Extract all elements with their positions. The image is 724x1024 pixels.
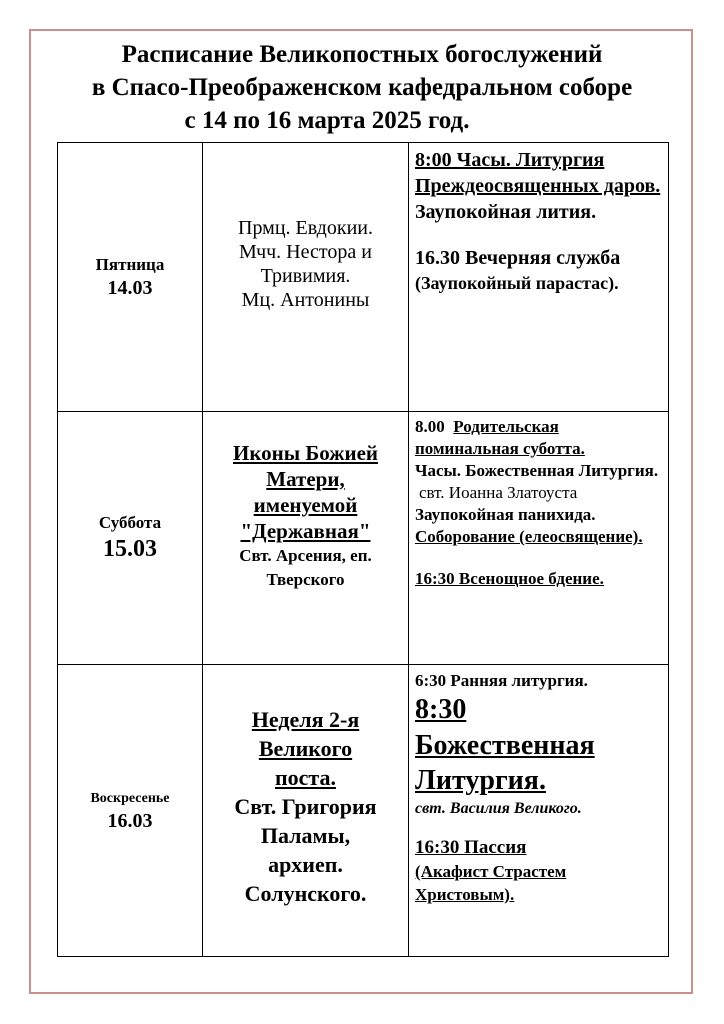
table-row [58,143,669,412]
service-liturgy-author: свт. Василия Великого. [415,800,582,817]
feast-line: "Державная" [240,519,371,543]
service-vespers: 16.30 Вечерняя служба [415,247,621,269]
service-passion: 16:30 Пассия [415,837,527,858]
schedule-table [57,142,669,957]
service-liturgy: Божественная Литургия. [415,730,595,796]
day-cell [58,412,203,665]
table-row [58,412,669,665]
feast-line: Неделя 2-я [251,707,360,732]
service-akathist: (Акафист Страстем Христовым). [415,862,567,904]
day-date: 14.03 [107,277,153,299]
services-cell [409,412,669,665]
page-title [30,38,694,137]
service-liturgy-author: свт. Иоанна Златоуста [419,483,578,502]
services-cell [409,143,669,412]
saint-line: Свт. Григория [234,794,377,819]
service-vigil: 16:30 Всенощное бдение. [415,569,604,588]
services-cell [409,665,669,957]
service-unction: Соборование (елеосвящение). [415,527,643,546]
service-title: Родительская поминальная суботта. [415,417,585,458]
saint-line: Мц. Антонины [241,289,370,311]
saint-line: Мчч. Нестора и [239,241,372,263]
saint-line: архиеп. [268,852,343,877]
saint-line: Прмц. Евдокии. [238,217,373,239]
day-name: Пятница [95,255,165,274]
service-parastas: (Заупокойный парастас). [415,273,619,293]
feast-line: поста. [274,765,336,790]
saints-cell [203,412,409,665]
saint-line: Паламы, [260,823,351,848]
table-row [58,665,669,957]
title-line-2: в Спасо-Преображенском кафедральном соборе [91,74,633,101]
day-name: Воскресенье [90,790,170,806]
day-date: 15.03 [103,536,157,562]
saint-line: Солунского. [244,881,367,906]
feast-line: Матери, [266,467,345,491]
service-liturgy: 8:00 Часы. Литургия Преждеосвященных даров. [415,149,661,197]
feast-line: Иконы Божией [232,441,378,465]
service-panikhida: Заупокойная панихида. [415,505,596,524]
service-memorial-saturday [415,416,664,460]
title-line-1: Расписание Великопостных богослужений [121,41,603,68]
feast-line: Великого [258,736,353,761]
day-date: 16.03 [107,809,153,832]
day-cell [58,143,203,412]
service-liturgy: Часы. Божественная Литургия. [415,461,659,480]
saints-cell [203,143,409,412]
service-time-large: 8:30 [415,694,467,725]
service-early-liturgy: 6:30 Ранняя литургия. [415,671,588,690]
feast-line: именуемой [253,493,358,517]
day-name: Суббота [98,513,162,532]
day-cell [58,665,203,957]
saint-line: Тверского [266,570,345,589]
saints-cell [203,665,409,957]
saint-line: Свт. Арсения, еп. [239,546,372,565]
saint-line: Тривимия. [260,265,351,287]
service-time: 8.00 [415,417,445,436]
service-litia: Заупокойная лития. [415,201,597,223]
title-line-3: с 14 по 16 марта 2025 год. [184,107,470,134]
